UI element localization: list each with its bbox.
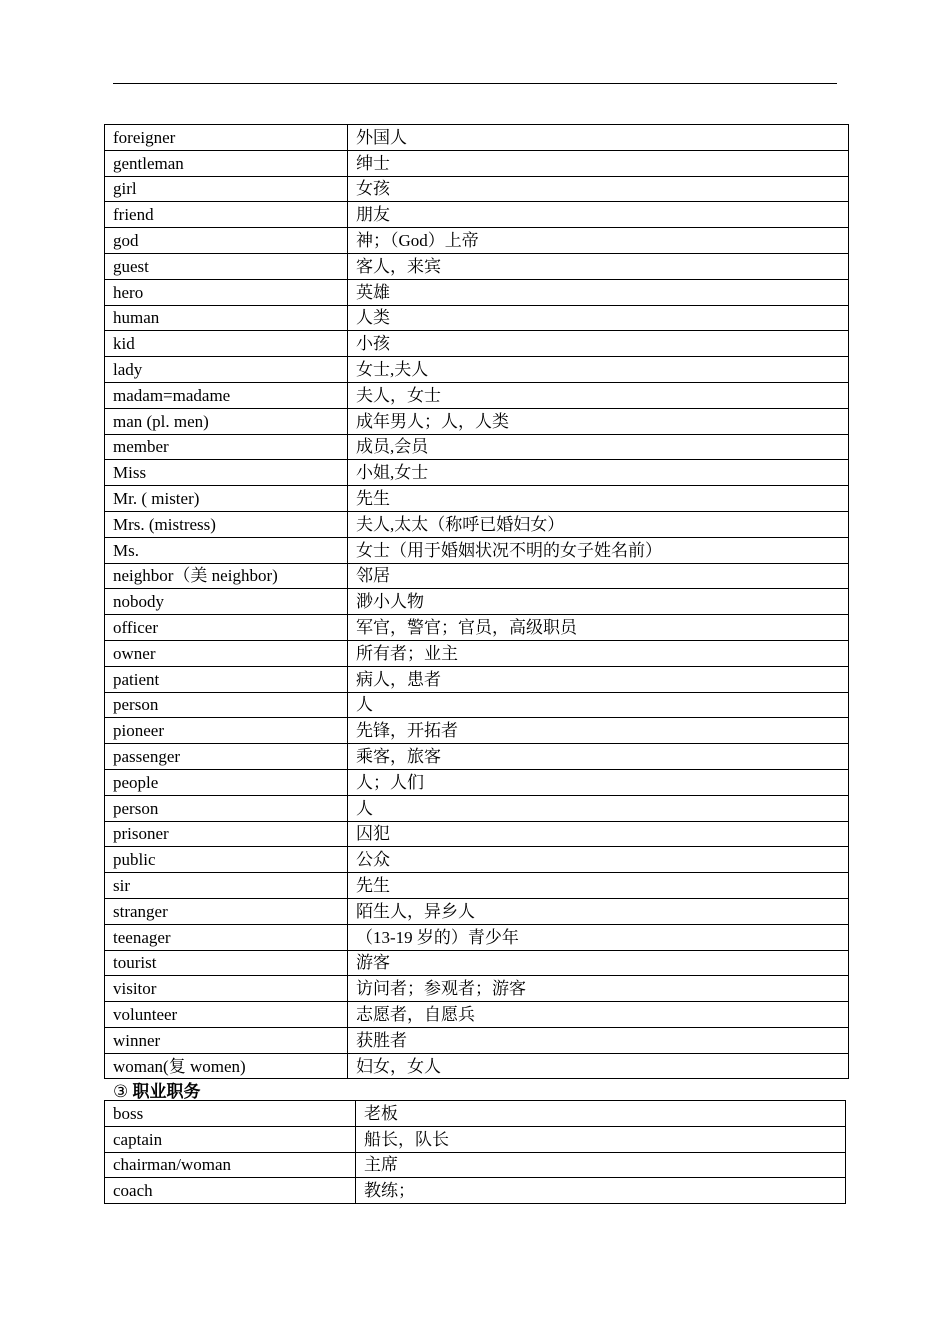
chinese-meaning-cell: 神；（God）上帝	[348, 228, 849, 254]
table-row	[105, 434, 849, 460]
english-word-cell: kid	[105, 331, 348, 357]
english-word-cell: officer	[105, 615, 348, 641]
table-row	[105, 305, 849, 331]
chinese-meaning-cell: 渺小人物	[348, 589, 849, 615]
table-row	[105, 769, 849, 795]
table-row	[105, 1152, 846, 1178]
english-word-cell: patient	[105, 666, 348, 692]
table-row	[105, 408, 849, 434]
table-row	[105, 795, 849, 821]
chinese-meaning-cell: 先生	[348, 486, 849, 512]
section-title: 职业职务	[132, 1082, 201, 1101]
chinese-meaning-cell: 游客	[348, 950, 849, 976]
english-word-cell: Mrs. (mistress)	[105, 511, 348, 537]
vocabulary-table-occupations	[104, 1100, 846, 1204]
english-word-cell: neighbor（美 neighbor)	[105, 563, 348, 589]
chinese-meaning-cell: 先锋，开拓者	[348, 718, 849, 744]
chinese-meaning-cell: 人	[348, 795, 849, 821]
chinese-meaning-cell: 妇女，女人	[348, 1053, 849, 1079]
table-row	[105, 692, 849, 718]
chinese-meaning-cell: 获胜者	[348, 1027, 849, 1053]
chinese-meaning-cell: 乘客，旅客	[348, 744, 849, 770]
chinese-meaning-cell: 客人，来宾	[348, 253, 849, 279]
table-row	[105, 1002, 849, 1028]
english-word-cell: woman(复 women)	[105, 1053, 348, 1079]
chinese-meaning-cell: 夫人,太太（称呼已婚妇女）	[348, 511, 849, 537]
chinese-meaning-cell: 邻居	[348, 563, 849, 589]
chinese-meaning-cell: 小姐,女士	[348, 460, 849, 486]
table-row	[105, 460, 849, 486]
english-word-cell: Ms.	[105, 537, 348, 563]
english-word-cell: prisoner	[105, 821, 348, 847]
table-row	[105, 202, 849, 228]
table-row	[105, 125, 849, 151]
vocabulary-table-body	[105, 1101, 846, 1204]
english-word-cell: friend	[105, 202, 348, 228]
table-row	[105, 924, 849, 950]
english-word-cell: pioneer	[105, 718, 348, 744]
table-row	[105, 537, 849, 563]
chinese-meaning-cell: 主席	[356, 1152, 846, 1178]
table-row	[105, 253, 849, 279]
english-word-cell: man (pl. men)	[105, 408, 348, 434]
chinese-meaning-cell: 老板	[356, 1101, 846, 1127]
chinese-meaning-cell: 成年男人；人，人类	[348, 408, 849, 434]
english-word-cell: nobody	[105, 589, 348, 615]
english-word-cell: lady	[105, 357, 348, 383]
table-row	[105, 228, 849, 254]
chinese-meaning-cell: 朋友	[348, 202, 849, 228]
chinese-meaning-cell: 人；人们	[348, 769, 849, 795]
chinese-meaning-cell: 夫人，女士	[348, 382, 849, 408]
section-number: ③	[113, 1082, 129, 1101]
table-row	[105, 150, 849, 176]
chinese-meaning-cell: 人	[348, 692, 849, 718]
chinese-meaning-cell: 志愿者，自愿兵	[348, 1002, 849, 1028]
table-row	[105, 615, 849, 641]
chinese-meaning-cell: 所有者；业主	[348, 640, 849, 666]
english-word-cell: guest	[105, 253, 348, 279]
chinese-meaning-cell: 教练；	[356, 1178, 846, 1204]
english-word-cell: boss	[105, 1101, 356, 1127]
chinese-meaning-cell: 公众	[348, 847, 849, 873]
english-word-cell: foreigner	[105, 125, 348, 151]
english-word-cell: gentleman	[105, 150, 348, 176]
table-row	[105, 976, 849, 1002]
table-row	[105, 950, 849, 976]
english-word-cell: stranger	[105, 898, 348, 924]
table-row	[105, 331, 849, 357]
table-row	[105, 1126, 846, 1152]
english-word-cell: Miss	[105, 460, 348, 486]
table-row	[105, 640, 849, 666]
table-row	[105, 847, 849, 873]
table-row	[105, 176, 849, 202]
english-word-cell: public	[105, 847, 348, 873]
chinese-meaning-cell: 人类	[348, 305, 849, 331]
chinese-meaning-cell: 病人，患者	[348, 666, 849, 692]
english-word-cell: teenager	[105, 924, 348, 950]
english-word-cell: visitor	[105, 976, 348, 1002]
chinese-meaning-cell: 先生	[348, 873, 849, 899]
table-row	[105, 486, 849, 512]
table-row	[105, 589, 849, 615]
chinese-meaning-cell: 囚犯	[348, 821, 849, 847]
english-word-cell: Mr. ( mister)	[105, 486, 348, 512]
vocabulary-table-people	[104, 124, 849, 1079]
english-word-cell: hero	[105, 279, 348, 305]
chinese-meaning-cell: 外国人	[348, 125, 849, 151]
table-row	[105, 718, 849, 744]
chinese-meaning-cell: 英雄	[348, 279, 849, 305]
table-row	[105, 1027, 849, 1053]
english-word-cell: people	[105, 769, 348, 795]
english-word-cell: member	[105, 434, 348, 460]
table-row	[105, 666, 849, 692]
section-heading-occupations	[113, 1077, 201, 1102]
table-row	[105, 382, 849, 408]
english-word-cell: sir	[105, 873, 348, 899]
chinese-meaning-cell: （13-19 岁的）青少年	[348, 924, 849, 950]
chinese-meaning-cell: 女士（用于婚姻状况不明的女子姓名前）	[348, 537, 849, 563]
chinese-meaning-cell: 小孩	[348, 331, 849, 357]
english-word-cell: winner	[105, 1027, 348, 1053]
english-word-cell: person	[105, 692, 348, 718]
english-word-cell: volunteer	[105, 1002, 348, 1028]
chinese-meaning-cell: 船长，队长	[356, 1126, 846, 1152]
chinese-meaning-cell: 陌生人，异乡人	[348, 898, 849, 924]
chinese-meaning-cell: 女孩	[348, 176, 849, 202]
table-row	[105, 511, 849, 537]
english-word-cell: madam=madame	[105, 382, 348, 408]
chinese-meaning-cell: 成员,会员	[348, 434, 849, 460]
vocabulary-table-body	[105, 125, 849, 1079]
english-word-cell: passenger	[105, 744, 348, 770]
table-row	[105, 873, 849, 899]
english-word-cell: owner	[105, 640, 348, 666]
english-word-cell: human	[105, 305, 348, 331]
chinese-meaning-cell: 女士,夫人	[348, 357, 849, 383]
chinese-meaning-cell: 绅士	[348, 150, 849, 176]
english-word-cell: tourist	[105, 950, 348, 976]
english-word-cell: god	[105, 228, 348, 254]
table-row	[105, 563, 849, 589]
chinese-meaning-cell: 访问者；参观者；游客	[348, 976, 849, 1002]
english-word-cell: chairman/woman	[105, 1152, 356, 1178]
table-row	[105, 744, 849, 770]
english-word-cell: girl	[105, 176, 348, 202]
table-row	[105, 357, 849, 383]
table-row	[105, 279, 849, 305]
chinese-meaning-cell: 军官，警官；官员，高级职员	[348, 615, 849, 641]
table-row	[105, 1101, 846, 1127]
english-word-cell: captain	[105, 1126, 356, 1152]
english-word-cell: coach	[105, 1178, 356, 1204]
table-row	[105, 898, 849, 924]
table-row	[105, 1053, 849, 1079]
table-row	[105, 1178, 846, 1204]
table-row	[105, 821, 849, 847]
english-word-cell: person	[105, 795, 348, 821]
header-rule	[113, 83, 837, 84]
